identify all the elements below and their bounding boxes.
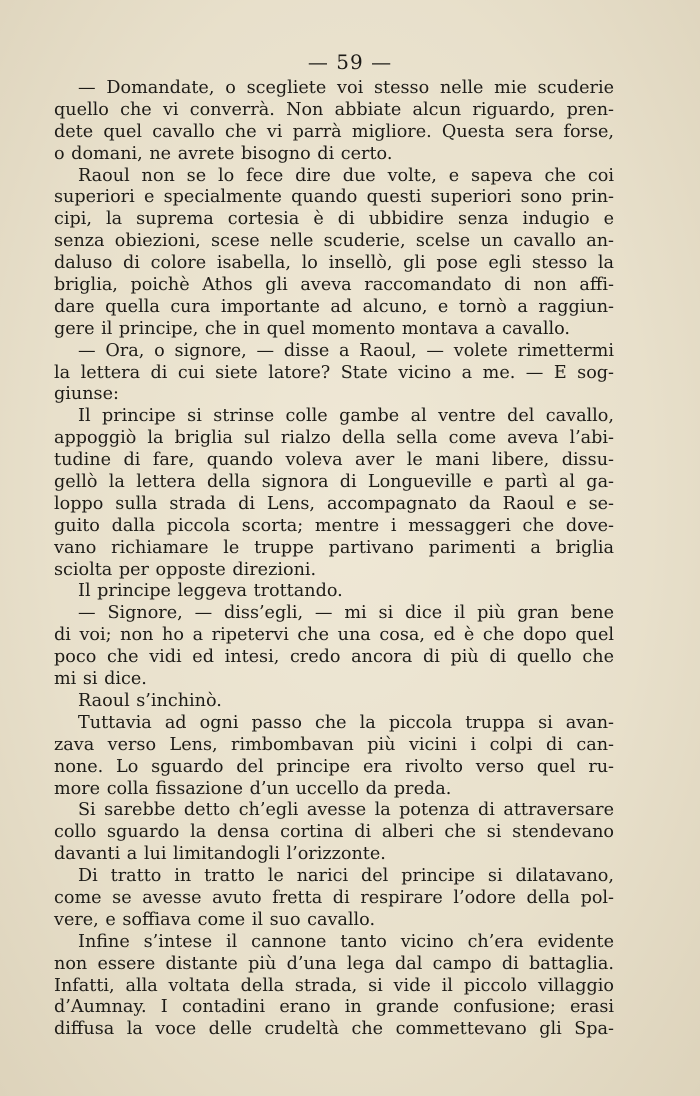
text-line: zava verso Lens, rimbombavan più vicini i colpi di can- <box>54 734 614 755</box>
text-line: Si sarebbe detto ch’egli avesse la potenza di attraversare <box>78 800 614 821</box>
text-line: Raoul non se lo fece dire due volte, e sapeva che coi <box>78 165 614 186</box>
text-line: Infine s’intese il cannone tanto vicino ch’era evidente <box>78 931 614 952</box>
text-line: briglia, poichè Athos gli aveva raccomandato di non affi- <box>54 275 614 296</box>
text-line: gellò la lettera della signora di Longueville e partì al ga- <box>54 472 614 493</box>
text-line: collo sguardo la densa cortina di alberi che si stendevano <box>54 822 614 843</box>
text-line: vere, e soffiava come il suo cavallo. <box>54 909 376 930</box>
text-line: Di tratto in tratto le narici del principe si dilatavano, <box>78 866 614 887</box>
page-number: — 59 — <box>307 50 393 74</box>
text-line: — Ora, o signore, — disse a Raoul, — volete rimettermi <box>78 340 614 361</box>
text-line: d’Aumnay. I contadini erano in grande confusione; erasi <box>54 997 614 1018</box>
text-line: o domani, ne avrete bisogno di certo. <box>54 143 393 164</box>
text-line: daluso di colore isabella, lo insellò, gli pose egli stesso la <box>54 253 614 274</box>
text-line: senza obiezioni, scese nelle scuderie, scelse un cavallo an- <box>54 231 614 252</box>
text-line: Il principe leggeva trottando. <box>78 581 343 602</box>
text-line: guito dalla piccola scorta; mentre i messaggeri che dove- <box>54 515 614 536</box>
text-line: Infatti, alla voltata della strada, si vide il piccolo villaggio <box>54 975 614 996</box>
text-line: — Signore, — diss’egli, — mi si dice il più gran bene <box>78 603 614 624</box>
text-line: vano richiamare le truppe partivano parimenti a briglia <box>54 537 614 558</box>
text-line: gere il principe, che in quel momento montava a cavallo. <box>54 318 570 339</box>
text-line: come se avesse avuto fretta di respirare l’odore della pol- <box>54 887 614 908</box>
text-line: non essere distante più d’una lega dal campo di battaglia. <box>54 953 614 974</box>
text-line: dete quel cavallo che vi parrà migliore. Questa sera forse, <box>54 121 614 142</box>
text-line: loppo sulla strada di Lens, accompagnato da Raoul e se- <box>54 493 614 514</box>
text-line: diffusa la voce delle crudeltà che commettevano gli Spa- <box>54 1019 614 1040</box>
text-line: giunse: <box>54 384 119 405</box>
text-line: Tuttavia ad ogni passo che la piccola truppa si avan- <box>78 712 614 733</box>
text-line: la lettera di cui siete latore? State vicino a me. — E sog- <box>54 362 614 383</box>
text-block <box>54 78 614 1041</box>
text-line: — Domandate, o scegliete voi stesso nelle mie scuderie <box>78 78 614 98</box>
text-line: sciolta per opposte direzioni. <box>54 559 317 580</box>
text-line: superiori e specialmente quando questi superiori sono prin- <box>54 187 614 208</box>
text-line: Il principe si strinse colle gambe al ventre del cavallo, <box>78 406 614 427</box>
text-line: more colla fissazione d’un uccello da preda. <box>54 778 452 799</box>
text-line: cipi, la suprema cortesia è di ubbidire senza indugio e <box>54 209 614 230</box>
text-line: appoggiò la briglia sul rialzo della sella come aveva l’abi- <box>54 428 614 449</box>
text-line: quello che vi converrà. Non abbiate alcun riguardo, pren- <box>54 99 614 120</box>
text-line: poco che vidi ed intesi, credo ancora di più di quello che <box>54 647 614 668</box>
text-line: di voi; non ho a ripetervi che una cosa, ed è che dopo quel <box>54 625 614 646</box>
text-line: davanti a lui limitandogli l’orizzonte. <box>54 844 386 865</box>
text-line: mi si dice. <box>54 669 147 690</box>
text-line: tudine di fare, quando voleva aver le mani libere, dissu- <box>54 450 614 471</box>
text-line: dare quella cura importante ad alcuno, e tornò a raggiun- <box>54 296 614 317</box>
text-line: none. Lo sguardo del principe era rivolto verso quel ru- <box>54 756 614 777</box>
text-line: Raoul s’inchinò. <box>78 690 222 711</box>
